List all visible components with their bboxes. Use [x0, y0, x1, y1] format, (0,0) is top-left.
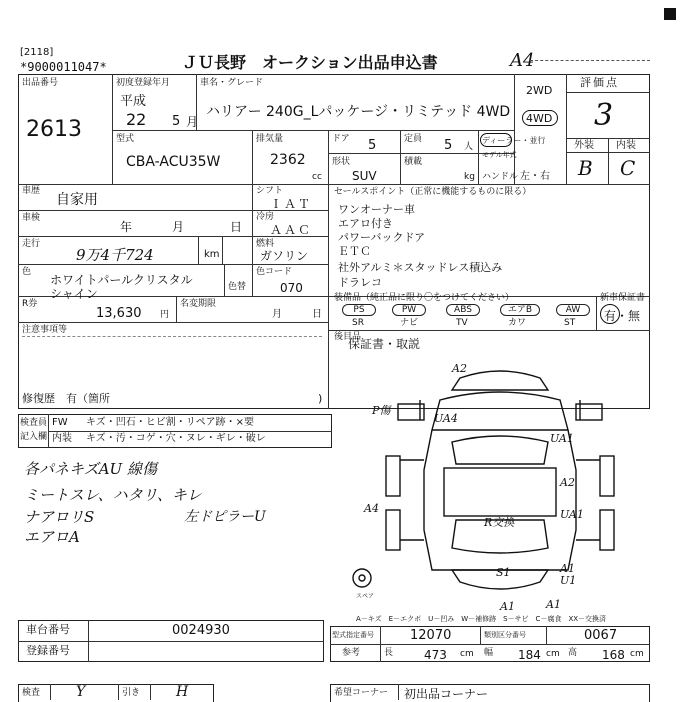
handwritten-note-3: ナアロリS [24, 508, 95, 526]
equip-pw: PW [392, 304, 426, 316]
registration-label: 初度登録年月 [116, 78, 171, 88]
grade-label: 評価点 [580, 76, 619, 89]
body-type-value: SUV [352, 169, 377, 183]
mark-a1-side: A1 [560, 562, 575, 575]
equip-sr: SR [352, 318, 364, 328]
mark-ua1-right: UA1 [550, 432, 574, 445]
aircon-value: ＡＡＣ [270, 223, 313, 237]
color-label: 色 [22, 267, 32, 277]
equip-leather: カワ [508, 318, 527, 328]
attachments-value: 保証書・取説 [348, 337, 421, 351]
length-label: 長 [384, 648, 394, 658]
repair-close: ) [318, 392, 323, 405]
reg-no-label: 登録番号 [26, 644, 70, 657]
mileage-label: 走行 [22, 239, 41, 249]
inspection-label: 車検 [22, 213, 41, 223]
warranty-label: 新車保証書 [600, 293, 646, 303]
mark-ua4: UA4 [434, 412, 458, 425]
spare-label: スペア [356, 593, 375, 600]
fuel-label: 燃料 [256, 239, 275, 249]
sales-point-1: ワンオーナー車 [338, 203, 415, 216]
mark-a4-left: A4 [364, 502, 379, 515]
length-unit: cm [460, 649, 474, 659]
equip-abs: ABS [446, 304, 480, 316]
barcode-number: *9000011047* [20, 60, 107, 74]
model-label: 型式 [116, 134, 135, 144]
displacement-unit: cc [312, 172, 322, 182]
equip-aw: AW [556, 304, 590, 316]
notes-label: 注意事項等 [22, 325, 68, 335]
capacity-label: 定員 [404, 134, 423, 144]
name-change-month-unit: 月 [272, 309, 282, 320]
footer-corner-value: 初出品コーナー [404, 687, 489, 701]
steering-label: ハンドル [482, 172, 519, 182]
mark-a1-corner: A1 [546, 598, 561, 611]
mark-r-exchange: R交換 [484, 516, 515, 529]
equip-tv: TV [456, 318, 468, 328]
model-value: CBA-ACU35W [126, 154, 221, 170]
warranty-value: 有・無 [604, 309, 641, 323]
sales-point-3: パワーバックドア [338, 231, 426, 244]
equipment-label: 装備品（純正品に限り〇をつけてください） [334, 293, 515, 303]
steering-value: 左・右 [520, 171, 550, 182]
model-code-label-1: 型式指定番号 [332, 631, 374, 639]
displacement-value: 2362 [270, 152, 306, 168]
name-change-label: 名変期限 [180, 299, 217, 309]
mark-p-scratch: P傷 [372, 404, 391, 417]
color-code-label: 色コード [256, 267, 293, 277]
exterior-value: B [578, 156, 593, 180]
sales-point-6: ドラレコ [338, 276, 382, 289]
inspection-day-unit: 日 [230, 220, 243, 234]
mark-ua1-lower: UA1 [560, 508, 584, 521]
mark-u1: U1 [560, 574, 577, 587]
load-label: 積載 [404, 157, 423, 167]
history-value: 自家用 [56, 192, 98, 208]
history-label: 車歴 [22, 186, 41, 196]
lot-number: 2613 [26, 117, 82, 142]
mark-a1-rear: A1 [500, 600, 515, 613]
dealer-circle [480, 133, 512, 147]
handwritten-note-4: エアロA [24, 528, 80, 546]
footer-pull-label: 引き [122, 688, 141, 698]
body-type-label: 形状 [332, 157, 351, 167]
shift-label: シフト [256, 186, 284, 196]
notes-dashed-line [22, 336, 322, 337]
page-title: ＪＵ長野 オークション出品申込書 [182, 53, 438, 72]
sales-point-4: ＥＴＣ [338, 245, 371, 258]
dealer-label: ディーラー・並行 [482, 136, 546, 145]
height-value: 168 [602, 648, 625, 662]
equip-ps: PS [342, 304, 376, 316]
footer-inspect-label: 検査 [22, 688, 41, 698]
height-label: 高 [568, 648, 578, 658]
color-code-value: 070 [280, 281, 303, 295]
inspection-year-unit: 年 [120, 220, 133, 234]
chassis-label: 車台番号 [26, 623, 70, 636]
registration-year: 22 [126, 110, 147, 129]
model-code-label-2: 類別区分番号 [484, 631, 526, 639]
repair-label: 修復歴 [22, 392, 55, 405]
corner-black-square [664, 8, 676, 20]
width-unit: cm [546, 649, 560, 659]
mark-a2-top: A2 [452, 362, 467, 375]
footer-corner-label: 希望コーナー [334, 688, 389, 698]
dimensions-label: 参考 [342, 648, 361, 658]
mark-a2-right: A2 [560, 476, 575, 489]
mark-s1: S1 [496, 566, 511, 579]
lot-label: 出品番号 [22, 78, 59, 88]
drive-4wd: 4WD [526, 112, 553, 125]
damage-legend: A－キズ E－エクボ U－凹み W－補修跡 S－サビ C－腐食 XX－交換済 [356, 615, 607, 623]
sales-point-2: エアロ付き [338, 217, 393, 230]
vehicle-name-label: 車名・グレード [200, 78, 264, 88]
grade-value: 3 [594, 98, 614, 133]
fuel-value: ガソリン [260, 249, 309, 263]
inspection-month-unit: 月 [172, 220, 185, 234]
doors-label: ドア [332, 134, 350, 144]
exterior-label: 外装 [574, 140, 594, 151]
inspector-row2-label: 内装 [52, 433, 72, 444]
repair-value: 有（箇所 [66, 392, 110, 405]
color-change-label: 色替 [228, 282, 247, 292]
capacity-value: 5 [444, 138, 453, 153]
doors-value: 5 [368, 138, 377, 153]
handwritten-note-1: 各パネキズAU 線傷 [24, 460, 157, 478]
footer-pull-value: H [176, 684, 189, 700]
chassis-value: 0024930 [172, 623, 230, 638]
handwritten-note-right: 左ドピラーU [184, 509, 266, 525]
inspector-label-2: 記入欄 [20, 432, 48, 442]
inspector-label-1: 検査員 [20, 418, 48, 428]
mileage-value: 9万4千724 [76, 246, 154, 264]
aircon-label: 冷房 [256, 212, 275, 222]
interior-value: C [620, 156, 636, 180]
attachments-label: 後目品 [334, 332, 362, 342]
footer-inspect-value: Y [76, 684, 86, 700]
recycle-unit: 円 [160, 310, 170, 320]
inspector-row1-text: キズ・凹石・ヒビ割・リペア跡・×要 [86, 417, 254, 428]
vehicle-name: ハリアー 240G_Lパッケージ・リミテッド 4WD [206, 104, 511, 120]
color-value-2: シャイン [50, 287, 98, 301]
shift-value: ＩＡＴ [270, 197, 313, 211]
width-value: 184 [518, 648, 541, 662]
mileage-unit: km [204, 249, 220, 260]
name-change-day-unit: 日 [312, 309, 322, 320]
color-value-1: ホワイトパールクリスタル [50, 273, 193, 287]
model-code-value-2: 0067 [584, 628, 618, 643]
equip-airbag: エアB [500, 304, 540, 316]
inspector-row1-label: FW [52, 417, 68, 428]
width-label: 幅 [484, 648, 494, 658]
equip-st: ST [564, 318, 576, 328]
sales-point-5: 社外アルミ＊スタッドレス積込み [338, 261, 503, 274]
interior-label: 内装 [616, 140, 636, 151]
load-unit: kg [464, 172, 475, 182]
recycle-value: 13,630 [96, 306, 142, 321]
model-year-label: モデル年式 [482, 151, 517, 159]
length-value: 473 [424, 648, 447, 662]
corner-mark: A4 [510, 50, 535, 71]
registration-era: 平成 [120, 94, 147, 109]
registration-month: 5 [172, 114, 181, 129]
height-unit: cm [630, 649, 644, 659]
equip-navi: ナビ [400, 318, 419, 328]
registration-month-unit: 月 [186, 115, 199, 129]
warranty-circle [600, 304, 620, 324]
sales-points-label: セールスポイント（正常に機能するものに限る） [334, 187, 532, 197]
handwritten-note-2: ミートスレ、ハタリ、キレ [24, 486, 202, 504]
displacement-label: 排気量 [256, 134, 284, 144]
recycle-label: R券 [22, 299, 38, 309]
model-code-value-1: 12070 [410, 628, 452, 643]
capacity-unit: 人 [464, 142, 474, 152]
drive-2wd: 2WD [526, 84, 553, 97]
doc-id: [2118] [20, 47, 54, 58]
inspector-row2-text: キズ・汚・コゲ・穴・ヌレ・ギレ・破レ [86, 433, 266, 444]
